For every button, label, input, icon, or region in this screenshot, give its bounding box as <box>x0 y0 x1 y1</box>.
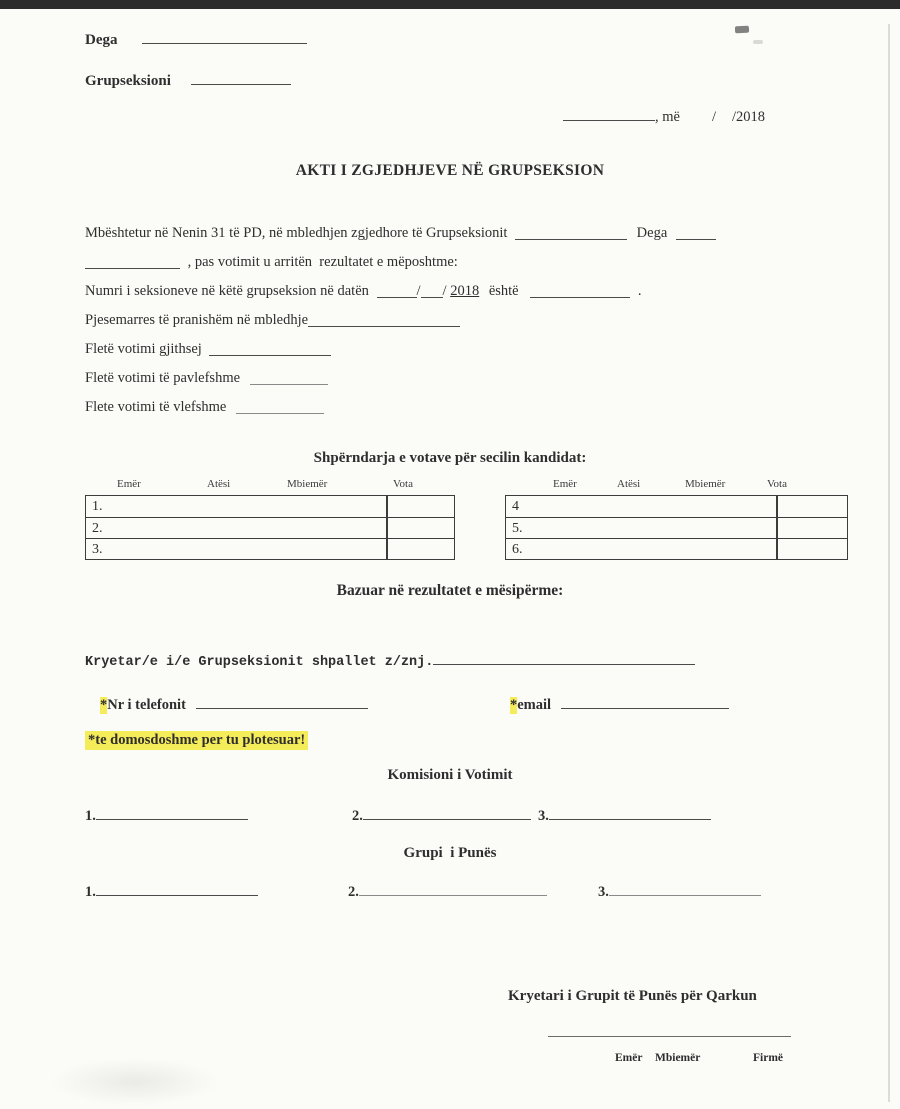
scan-top-edge-band <box>0 0 900 9</box>
table-row <box>86 538 454 559</box>
intro-line-1 <box>85 219 830 248</box>
date-slash-1: / <box>711 109 716 125</box>
row-number: 5. <box>512 521 523 536</box>
phone-field <box>100 697 368 714</box>
col-mbiemer: Mbiemër <box>685 478 726 490</box>
intro-paragraph <box>85 219 830 422</box>
scan-smudge-mark <box>753 40 763 44</box>
date-line <box>563 109 765 126</box>
ballots-invalid-label: Fletë votimi të pavlefshme <box>85 370 241 386</box>
dega-name-blank <box>676 229 716 240</box>
ballots-total-label: Fletë votimi gjithsej <box>85 341 202 357</box>
col-atesi: Atësi <box>207 478 231 490</box>
email-field <box>510 697 729 714</box>
intro-line-6 <box>85 364 830 393</box>
ballots-valid-blank <box>236 403 324 414</box>
item-number: 1. <box>85 884 96 900</box>
member-name-blank <box>359 885 547 896</box>
period: . <box>637 283 642 299</box>
grupi-item-1 <box>85 884 258 901</box>
date-slash-year: /2018 <box>732 109 766 125</box>
footer-title: Kryetari i Grupit të Punës për Qarkun <box>508 988 757 1004</box>
intro-line-2-text: , pas votimit u arritën rezultatet e mëposhtme: <box>187 254 458 270</box>
attendees-blank <box>308 316 460 327</box>
intro-line-1-text: Mbështetur në Nenin 31 të PD, në mbledhjen zgjedhore të Grupseksionit <box>85 225 508 241</box>
col-mbiemer: Mbiemër <box>287 478 328 490</box>
dega-blank <box>142 33 307 44</box>
email-label: email <box>517 697 552 713</box>
member-name-blank <box>609 885 761 896</box>
scan-right-edge-line <box>888 24 890 1102</box>
grupseksioni-name-blank <box>515 229 627 240</box>
sections-count-blank <box>530 287 630 298</box>
email-blank <box>561 698 729 709</box>
date-place-blank <box>563 110 655 121</box>
intro-line-3-eshte: është <box>488 283 519 299</box>
intro-line-1-dega: Dega <box>636 225 668 241</box>
table-row <box>86 517 454 538</box>
member-name-blank <box>549 809 711 820</box>
votes-table-right <box>505 478 848 560</box>
komisioni-item-2 <box>352 808 531 825</box>
votes-table-left-header <box>85 478 455 495</box>
intro-line-2 <box>85 248 830 277</box>
email-required-asterisk: * <box>510 697 518 713</box>
dega-field <box>85 32 307 49</box>
row-number: 1. <box>92 499 103 514</box>
scan-smudge-mark <box>735 26 749 34</box>
table-row <box>86 496 454 517</box>
komisioni-heading: Komisioni i Votimit <box>387 767 513 783</box>
item-number: 1. <box>85 808 96 824</box>
phone-blank <box>196 698 368 709</box>
chairman-name-blank <box>433 654 695 665</box>
intro-line-3-text: Numri i seksioneve në këtë grupseksion në datën <box>85 283 369 299</box>
komisioni-item-3 <box>538 808 711 825</box>
year-value: 2018 <box>450 283 480 299</box>
row-number: 6. <box>512 542 523 557</box>
slash: / <box>442 283 447 299</box>
item-number: 2. <box>352 808 363 824</box>
member-name-blank <box>96 885 258 896</box>
chairman-text: Kryetar/e i/e Grupseksionit shpallet z/znj. <box>85 655 434 670</box>
votes-table-right-header <box>505 478 848 495</box>
grupseksioni-blank <box>191 74 291 85</box>
row-number: 3. <box>92 542 103 557</box>
member-name-blank <box>363 809 531 820</box>
phone-label: Nr i telefonit <box>107 697 186 713</box>
signature-emer-label: Emër <box>615 1052 643 1064</box>
item-number: 3. <box>538 808 549 824</box>
signature-mbiemer-label: Mbiemër <box>655 1052 701 1064</box>
grupi-item-3 <box>598 884 761 901</box>
attendees-label: Pjesemarres të pranishëm në mbledhje <box>85 312 309 328</box>
vota-column-separator <box>776 496 778 559</box>
col-emer: Emër <box>117 478 141 490</box>
ballots-total-blank <box>209 345 331 356</box>
col-vota: Vota <box>393 478 413 490</box>
table-row <box>506 538 847 559</box>
grupi-item-2 <box>348 884 547 901</box>
date-suffix: , më <box>655 109 680 125</box>
row-number: 2. <box>92 521 103 536</box>
table-row <box>506 496 847 517</box>
ballots-valid-label: Flete votimi të vlefshme <box>85 399 227 415</box>
date-month-blank <box>421 287 443 298</box>
date-day-blank <box>377 287 417 298</box>
ballots-invalid-blank <box>250 374 328 385</box>
continuation-blank <box>85 258 180 269</box>
results-heading: Bazuar në rezultatet e mësipërme: <box>336 582 564 599</box>
form-title: AKTI I ZGJEDHJEVE NË GRUPSEKSION <box>295 162 605 179</box>
col-vota: Vota <box>767 478 787 490</box>
member-name-blank <box>96 809 248 820</box>
item-number: 2. <box>348 884 359 900</box>
intro-line-4 <box>85 306 830 335</box>
scan-bottom-blotch <box>50 1058 220 1106</box>
col-emer: Emër <box>553 478 577 490</box>
signature-firme-label: Firmë <box>753 1052 784 1064</box>
slash: / <box>416 283 421 299</box>
col-atesi: Atësi <box>617 478 641 490</box>
grupseksioni-label: Grupseksioni <box>85 73 171 89</box>
grupseksioni-field <box>85 73 291 90</box>
votes-section-heading: Shpërndarja e votave për secilin kandidat: <box>313 450 587 466</box>
vota-column-separator <box>386 496 388 559</box>
phone-required-asterisk: * <box>100 697 108 713</box>
table-row <box>506 517 847 538</box>
intro-line-5 <box>85 335 830 364</box>
komisioni-item-1 <box>85 808 248 825</box>
item-number: 3. <box>598 884 609 900</box>
row-number: 4 <box>512 499 519 514</box>
votes-table-left <box>85 478 455 560</box>
intro-line-3 <box>85 277 830 306</box>
votes-table-right-grid <box>505 495 848 560</box>
chairman-line <box>85 654 695 670</box>
intro-line-7 <box>85 393 830 422</box>
required-note: *te domosdoshme per tu plotesuar! <box>85 731 308 750</box>
signature-line <box>548 1036 791 1037</box>
dega-label: Dega <box>85 32 118 48</box>
grupi-heading: Grupi i Punës <box>403 845 497 861</box>
votes-table-left-grid <box>85 495 455 560</box>
